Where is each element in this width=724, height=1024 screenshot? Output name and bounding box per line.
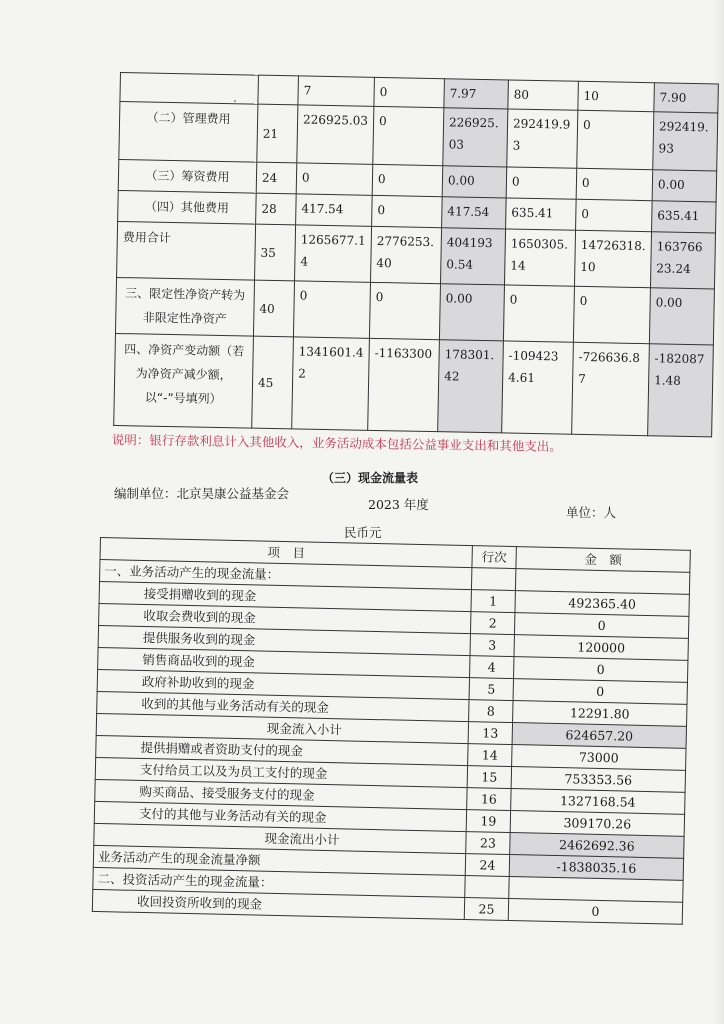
amount-cell: 0 [503, 285, 574, 342]
row-line-number: 25 [464, 898, 508, 921]
row-line-number: 23 [466, 832, 510, 855]
amount-cell: 635.41 [506, 198, 577, 230]
row-amount: 2462692.36 [510, 833, 684, 859]
amount-cell: 2776253.40 [371, 226, 442, 283]
row-line-number: 13 [468, 722, 512, 745]
row-item: 业务活动产生的现金流量净额 [93, 845, 465, 875]
row-label: 四、净资产变动额（若为净资产减少额，以“-”号填列） [114, 333, 254, 428]
amount-cell: 417.54 [442, 197, 507, 229]
cash-flow-table [92, 537, 691, 925]
row-item: 政府补助收到的现金 [97, 669, 469, 699]
row-line-number: 21 [257, 104, 298, 163]
amount-cell: 0 [576, 199, 653, 231]
row-amount: 73000 [512, 745, 686, 771]
header-line-no: 行次 [472, 546, 516, 569]
amount-cell: 0 [577, 110, 654, 169]
row-item: 支付给员工以及为员工支付的现金 [95, 757, 467, 787]
row-label: （三）筹资费用 [118, 159, 257, 193]
currency-unit-continued: 民币元 [344, 525, 382, 540]
row-label: （二）管理费用 [119, 102, 258, 163]
activity-statement-table [113, 72, 719, 437]
amount-cell: -726636.87 [572, 342, 650, 435]
row-amount: 0 [508, 899, 682, 925]
amount-cell: 178301.42 [438, 340, 504, 433]
row-item: 收到的其他与业务活动有关的现金 [97, 691, 469, 721]
row-line-number: 28 [256, 193, 297, 225]
amount-cell: 0 [374, 77, 445, 107]
row-line-number: 15 [467, 766, 511, 789]
row-item: 提供捐赠或者资助支付的现金 [96, 735, 468, 765]
row-item: 收取会费收到的现金 [99, 603, 471, 633]
row-item: 提供服务收到的现金 [98, 625, 470, 655]
row-amount: 12291.80 [513, 701, 687, 727]
amount-cell: 226925.03 [443, 108, 508, 167]
amount-cell: 14726318.10 [574, 230, 651, 287]
row-amount: 0 [514, 613, 688, 639]
row-amount: 492365.40 [515, 591, 689, 617]
amount-cell: 16376623.24 [650, 232, 715, 289]
amount-cell: 0.00 [439, 284, 504, 341]
row-item: 购买商品、接受服务支付的现金 [95, 779, 467, 809]
amount-cell: 0 [373, 106, 444, 165]
amount-cell: 4041930.54 [440, 228, 505, 285]
amount-cell: 292419.93 [507, 109, 578, 168]
row-line-number: 45 [252, 336, 294, 429]
row-line-number: 1 [471, 590, 515, 613]
row-amount: 120000 [514, 635, 688, 661]
row-line-number [471, 568, 515, 591]
row-label: 三、限定性净资产转为非限定性净资产 [115, 277, 254, 336]
row-amount: 309170.26 [510, 811, 684, 837]
fiscal-year: 2023 年度 [368, 497, 429, 512]
row-line-number: 3 [470, 634, 514, 657]
row-line-number [465, 876, 509, 899]
row-item: 接受捐赠收到的现金 [99, 582, 471, 612]
row-item: 支付的其他与业务活动有关的现金 [94, 801, 466, 831]
amount-cell: 1341601.42 [292, 337, 370, 430]
amount-cell: 0 [372, 164, 443, 196]
row-amount: 0 [513, 679, 687, 705]
row-item: 销售商品收到的现金 [98, 647, 470, 677]
cash-flow-title: （三）现金流量表 [322, 471, 419, 485]
row-label [120, 73, 259, 105]
amount-cell: 635.41 [652, 201, 717, 233]
table-row [114, 333, 714, 436]
amount-cell: 80 [508, 80, 579, 110]
amount-cell: 0 [369, 282, 440, 339]
row-line-number: 16 [467, 788, 511, 811]
amount-cell: 0 [573, 286, 650, 343]
row-item: 二、投资活动产生的现金流量： [93, 867, 465, 897]
row-line-number: 2 [470, 612, 514, 635]
row-amount: 624657.20 [512, 723, 686, 749]
amount-cell: 1650305.14 [504, 229, 575, 286]
row-line-number: 40 [253, 280, 294, 337]
amount-cell: 7 [298, 76, 375, 106]
amount-cell: 0.00 [442, 166, 507, 198]
statement-note: 说明：银行存款利息计入其他收入，业务活动成本包括公益事业支出和其他支出。 [111, 431, 562, 455]
row-line-number: 24 [465, 854, 509, 877]
row-line-number: 8 [469, 700, 513, 723]
row-line-number: 5 [469, 678, 513, 701]
amount-cell: 0 [293, 281, 370, 338]
header-amount: 金 额 [516, 547, 690, 573]
amount-cell: 0.00 [652, 170, 717, 202]
row-amount: 1327168.54 [511, 789, 685, 815]
amount-cell: 0 [576, 168, 653, 200]
amount-cell: -1094234.61 [502, 341, 574, 434]
amount-cell: -1163300 [368, 338, 440, 431]
header-item: 项 目 [100, 538, 472, 568]
row-amount: -1838035.16 [509, 855, 683, 881]
row-item: 收回投资所收到的现金 [92, 889, 464, 919]
amount-cell: 292419.93 [653, 112, 718, 171]
row-line-number: 19 [466, 810, 510, 833]
amount-cell: 0 [372, 195, 443, 227]
amount-cell: 0 [296, 163, 373, 195]
amount-cell: 417.54 [296, 194, 373, 226]
row-label: 费用合计 [117, 221, 256, 280]
amount-cell: 0.00 [649, 288, 714, 345]
row-item: 现金流入小计 [96, 713, 468, 743]
row-line-number: 14 [468, 744, 512, 767]
row-line-number [258, 75, 299, 105]
row-line-number: 4 [470, 656, 514, 679]
row-item: 现金流出小计 [94, 823, 466, 853]
row-amount: 0 [514, 657, 688, 683]
row-item: 一、业务活动产生的现金流量： [100, 560, 472, 590]
row-amount: 753353.56 [511, 767, 685, 793]
row-line-number: 35 [255, 224, 296, 281]
amount-cell: 7.97 [444, 79, 509, 109]
row-label: （四）其他费用 [118, 190, 257, 224]
amount-cell: -1820871.48 [648, 344, 714, 437]
page-edge-shadow [714, 0, 724, 1024]
amount-cell: 7.90 [654, 83, 719, 113]
amount-cell: 226925.03 [297, 105, 374, 164]
amount-cell: 0 [506, 167, 577, 199]
preparing-organization: 编制单位：北京昊康公益基金会 [114, 486, 290, 501]
row-line-number: 24 [256, 162, 297, 194]
amount-cell: 10 [578, 81, 655, 111]
amount-cell: 1265677.14 [295, 225, 372, 282]
currency-unit: 单位：人 [566, 505, 617, 520]
